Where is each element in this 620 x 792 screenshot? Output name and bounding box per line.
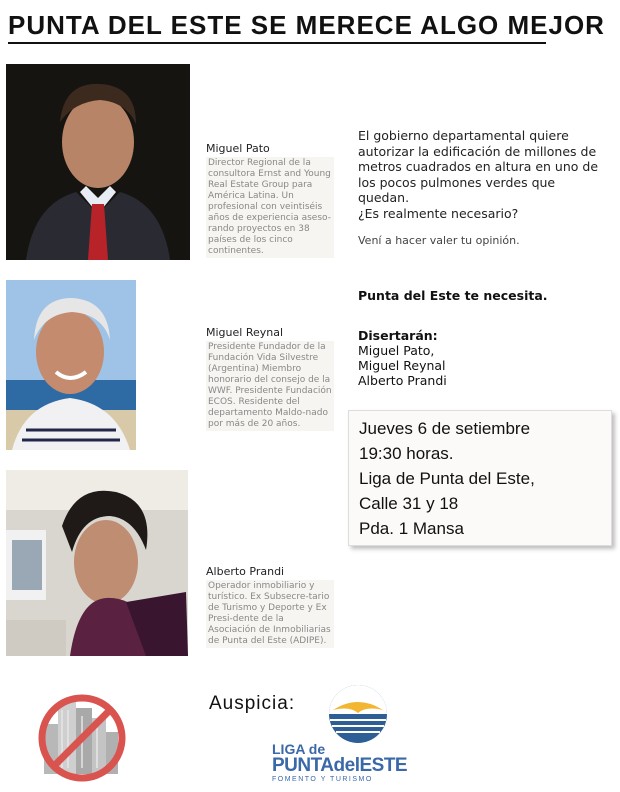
bio-name: Alberto Prandi [206, 565, 285, 578]
speaker-name: Alberto Prandi [358, 373, 447, 388]
call-to-action: Punta del Este te necesita. [358, 288, 548, 303]
title-underline [8, 42, 546, 44]
liga-logo-text [272, 742, 407, 784]
event-date: Jueves 6 de setiembre [359, 419, 531, 438]
bio-name: Miguel Reynal [206, 326, 284, 339]
bio-description: Director Regional de la consultora Ernst and Young Real Estate Group para América Latina. Un profesional con veintiséis años de experiencia aseso-rando proyectos en 38 países de los cinco continentes. [206, 157, 334, 258]
bio-name: Miguel Pato [206, 142, 270, 155]
event-location: Pda. 1 Mansa [359, 519, 464, 538]
liga-logo-line3: FOMENTO Y TURISMO [272, 776, 373, 783]
liga-logo-emblem [270, 682, 410, 748]
event-venue: Liga de Punta del Este, [359, 469, 535, 488]
speaker-name: Miguel Pato, [358, 343, 435, 358]
no-buildings-logo [30, 688, 130, 786]
intro-question: ¿Es realmente necesario? [358, 205, 519, 221]
bio-description: Operador inmobiliario y turístico. Ex Subsecre-tario de Turismo y Deporte y Ex Presi-dente de la Asociación de Inmobiliarias de Punta del Este (ADIPE). [206, 580, 334, 648]
intro-invite: Vení a hacer valer tu opinión. [358, 234, 520, 247]
page-title: PUNTA DEL ESTE SE MERECE ALGO MEJOR [8, 10, 605, 40]
photo-miguel-pato [6, 64, 190, 260]
bio-miguel-pato [206, 143, 334, 258]
photo-alberto-prandi [6, 470, 188, 656]
sponsor-label: Auspicia: [209, 693, 296, 714]
speakers-list [358, 328, 447, 388]
intro-block [358, 128, 608, 249]
event-details-box [348, 410, 612, 546]
speakers-heading: Disertarán: [358, 328, 438, 343]
speaker-name: Miguel Reynal [358, 358, 446, 373]
bio-miguel-reynal [206, 327, 334, 431]
liga-logo-line1: LIGA de [272, 741, 326, 757]
liga-logo-line2: PUNTAdelESTE [272, 755, 408, 776]
intro-text: El gobierno departamental quiere autorizar la edificación de millones de metros cuadrados en altura en uno de los pocos pulmones verdes que quedan. [358, 128, 599, 205]
photo-miguel-reynal [6, 280, 136, 450]
event-address: Calle 31 y 18 [359, 494, 459, 513]
bio-description: Presidente Fundador de la Fundación Vida Silvestre (Argentina) Miembro honorario del consejo de la WWF. Presidente Fundación ECOS. Residente del departamento Maldo-nado por más de 20 años. [206, 341, 334, 431]
bio-alberto-prandi [206, 566, 334, 648]
event-time: 19:30 horas. [359, 444, 454, 463]
